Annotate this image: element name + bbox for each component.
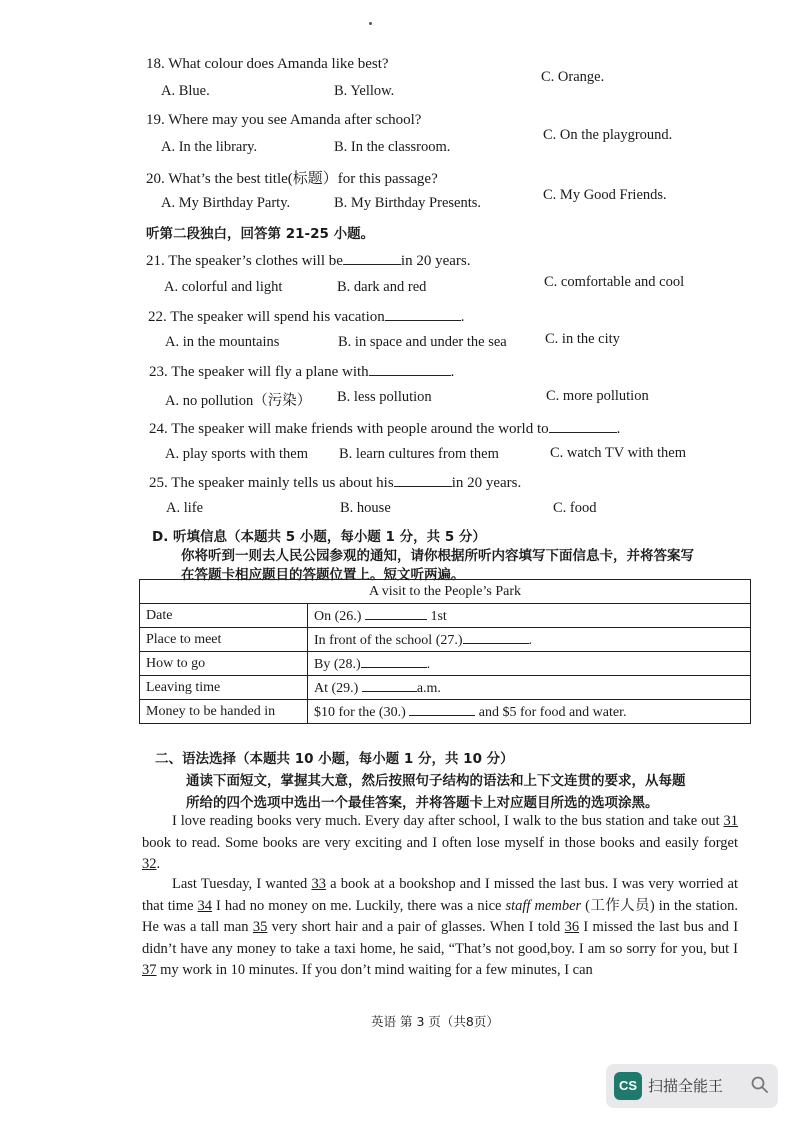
question-18-stem: 18. What colour does Amanda like best?: [146, 56, 389, 72]
answer-blank-26: [365, 606, 427, 620]
row-label-transport: How to go: [140, 652, 308, 676]
row-label-date: Date: [140, 604, 308, 628]
row-value-leaving-time: At (29.) a.m.: [308, 676, 751, 700]
question-23-option-a: A. no pollution（污染）: [165, 393, 312, 409]
question-19-option-a: A. In the library.: [161, 139, 258, 155]
question-24-stem: 24. The speaker will make friends with people around the world to .: [149, 421, 621, 437]
row-label-money: Money to be handed in: [140, 700, 308, 724]
blank-33: 33: [311, 876, 326, 892]
answer-blank-27: [463, 630, 529, 644]
table-row: [140, 700, 751, 724]
table-row: [140, 604, 751, 628]
row-value-money: $10 for the (30.) and $5 for food and water.: [308, 700, 751, 724]
question-23-option-b: B. less pollution: [337, 389, 432, 405]
table-title: A visit to the People’s Park: [140, 580, 751, 604]
answer-blank-28: [361, 654, 427, 668]
scanner-watermark: [606, 1064, 778, 1108]
camscanner-logo-icon: CS: [614, 1072, 642, 1100]
blank-35: 35: [252, 919, 268, 935]
question-21-option-c: C. comfortable and cool: [544, 274, 685, 290]
search-icon: [750, 1075, 770, 1095]
table-row: [140, 652, 751, 676]
answer-blank: [385, 307, 461, 321]
question-20-option-b: B. My Birthday Presents.: [334, 195, 482, 211]
section-two-instruction-line1: 通读下面短文，掌握其大意，然后按照句子结构的语法和上下文连贯的要求，从每题: [186, 773, 686, 789]
question-25-option-b: B. house: [340, 500, 391, 516]
question-21-option-b: B. dark and red: [337, 279, 427, 295]
question-22-option-a: A. in the mountains: [165, 334, 280, 350]
scan-speck: [369, 22, 372, 25]
blank-37: 37: [142, 962, 157, 978]
section-d-title: D. 听填信息（本题共 5 小题，每小题 1 分，共 5 分）: [152, 529, 486, 545]
question-22-option-c: C. in the city: [545, 331, 620, 347]
italic-term: staff member: [505, 897, 582, 914]
table-title-row: [140, 580, 751, 604]
question-19-option-b: B. In the classroom.: [334, 139, 451, 155]
row-label-leaving-time: Leaving time: [140, 676, 308, 700]
row-value-place: In front of the school (27.) .: [308, 628, 751, 652]
answer-blank: [343, 251, 401, 265]
question-24-option-c: C. watch TV with them: [550, 445, 686, 461]
blank-32: 32: [142, 856, 157, 872]
row-value-transport: By (28.) .: [308, 652, 751, 676]
question-25-stem: 25. The speaker mainly tells us about his in 20 years.: [149, 475, 522, 491]
question-21-stem: 21. The speaker’s clothes will be in 20 years.: [146, 253, 471, 269]
question-21-option-a: A. colorful and light: [164, 279, 283, 295]
blank-36: 36: [564, 919, 580, 935]
table-row: [140, 628, 751, 652]
question-25-option-a: A. life: [166, 500, 204, 516]
answer-blank: [549, 419, 617, 433]
question-22-option-b: B. in space and under the sea: [338, 334, 507, 350]
blank-31: 31: [723, 813, 739, 829]
passage-paragraph-2: Last Tuesday, I wanted 33 a book at a bookshop and I missed the last bus. I was very worried at that time 34 I had no money on me. Luckily, there was a nice staff member (工作人员) in the station. He was a tall man 35 very short hair and a pair of glasses. When I told 36 I missed the last bus and I didn’t have any money to take a taxi home, he said, “That’s not good,boy. I am so sorry for you, but I 37 my work in 10 minutes. If you don’t mind waiting for a few minutes, I can: [142, 876, 739, 978]
section-monologue-heading: 听第二段独白，回答第 21-25 小题。: [146, 226, 375, 242]
answer-blank-29: [362, 678, 417, 692]
section-d-instruction-line2: 在答题卡相应题目的答题位置上。短文听两遍。: [181, 567, 465, 583]
question-23-stem: 23. The speaker will fly a plane with .: [149, 364, 455, 380]
question-20-option-a: A. My Birthday Party.: [161, 195, 291, 211]
question-22-stem: 22. The speaker will spend his vacation .: [148, 309, 465, 325]
answer-blank: [369, 362, 451, 376]
answer-blank-30: [409, 702, 475, 716]
watermark-text: 扫描全能王: [648, 1077, 724, 1095]
row-label-place: Place to meet: [140, 628, 308, 652]
question-23-option-c: C. more pollution: [546, 388, 649, 404]
question-20-stem: 20. What’s the best title(标题）for this passage?: [146, 171, 438, 187]
section-d-instruction-line1: 你将听到一则去人民公园参观的通知，请你根据所听内容填写下面信息卡，并将答案写: [181, 548, 694, 564]
question-24-option-a: A. play sports with them: [165, 446, 308, 462]
section-two-title: 二、语法选择（本题共 10 小题，每小题 1 分，共 10 分）: [155, 751, 514, 767]
question-19-stem: 19. Where may you see Amanda after school?: [146, 112, 422, 128]
answer-blank: [394, 473, 452, 487]
question-18-option-b: B. Yellow.: [334, 83, 395, 99]
question-20-option-c: C. My Good Friends.: [543, 187, 667, 203]
section-two-instruction-line2: 所给的四个选项中选出一个最佳答案，并将答题卡上对应题目所选的选项涂黑。: [186, 795, 659, 811]
question-18-option-c: C. Orange.: [541, 69, 605, 85]
question-25-option-c: C. food: [553, 500, 597, 516]
passage-paragraph-1: I love reading books very much. Every day after school, I walk to the bus station and take out 31 book to read. Some books are very exciting and I often lose myself in those books and easily forget 32.: [142, 813, 739, 872]
question-24-option-b: B. learn cultures from them: [339, 446, 499, 462]
page-footer: 英语 第 3 页（共8页）: [371, 1014, 499, 1029]
question-18-option-a: A. Blue.: [161, 83, 210, 99]
blank-34: 34: [197, 897, 213, 914]
info-card-table: [139, 579, 751, 724]
table-row: [140, 676, 751, 700]
question-19-option-c: C. On the playground.: [543, 127, 673, 143]
row-value-date: On (26.) 1st: [308, 604, 751, 628]
